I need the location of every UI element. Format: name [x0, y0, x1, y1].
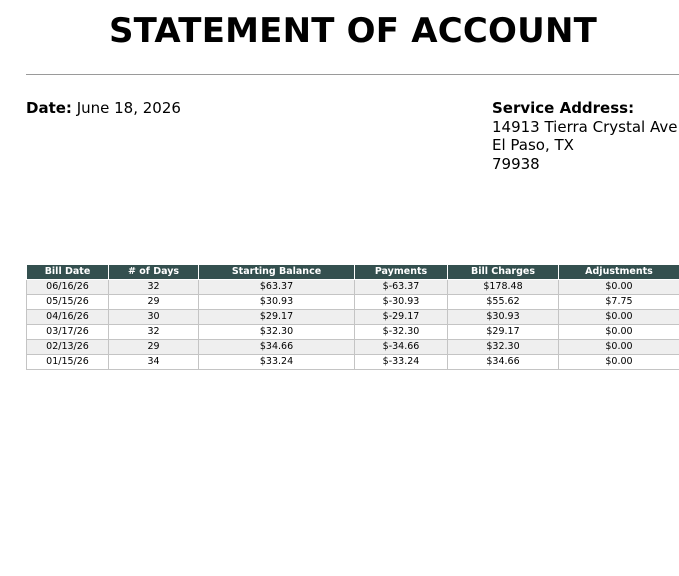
- cell-starting-balance: $32.30: [199, 325, 355, 340]
- cell-payments: $-29.17: [355, 310, 448, 325]
- cell-bill-date: 01/15/26: [27, 355, 109, 370]
- address-zip: 79938: [492, 154, 540, 173]
- cell-days: 32: [109, 280, 199, 295]
- cell-bill-date: 04/16/26: [27, 310, 109, 325]
- document-title: STATEMENT OF ACCOUNT: [108, 11, 598, 51]
- title-divider: [26, 74, 679, 75]
- table-row: [27, 280, 679, 295]
- cell-days: 30: [109, 310, 199, 325]
- cell-starting-balance: $63.37: [199, 280, 355, 295]
- date-value: June 18, 2026: [76, 99, 181, 117]
- cell-starting-balance: $30.93: [199, 295, 355, 310]
- table-row: [27, 325, 679, 340]
- cell-payments: $-30.93: [355, 295, 448, 310]
- statement-date: [26, 99, 181, 117]
- cell-adjustments: $7.75: [559, 295, 679, 310]
- service-address-label: Service Address:: [492, 99, 635, 117]
- address-street: 14913 Tierra Crystal Ave: [492, 117, 678, 136]
- table-row: [27, 340, 679, 355]
- cell-starting-balance: $29.17: [199, 310, 355, 325]
- table-row: [27, 310, 679, 325]
- col-header-bill-charges: Bill Charges: [448, 265, 559, 280]
- cell-days: 34: [109, 355, 199, 370]
- col-header-bill-date: Bill Date: [27, 265, 109, 280]
- cell-adjustments: $0.00: [559, 340, 679, 355]
- cell-bill-charges: $29.17: [448, 325, 559, 340]
- cell-days: 32: [109, 325, 199, 340]
- billing-history-table: [26, 264, 679, 370]
- cell-payments: $-34.66: [355, 340, 448, 355]
- cell-bill-date: 05/15/26: [27, 295, 109, 310]
- cell-payments: $-33.24: [355, 355, 448, 370]
- service-address: [492, 99, 677, 173]
- cell-starting-balance: $33.24: [199, 355, 355, 370]
- cell-adjustments: $0.00: [559, 280, 679, 295]
- cell-bill-charges: $55.62: [448, 295, 559, 310]
- cell-adjustments: $0.00: [559, 310, 679, 325]
- cell-bill-charges: $32.30: [448, 340, 559, 355]
- cell-adjustments: $0.00: [559, 325, 679, 340]
- cell-payments: $-32.30: [355, 325, 448, 340]
- table-row: [27, 355, 679, 370]
- cell-payments: $-63.37: [355, 280, 448, 295]
- col-header-payments: Payments: [355, 265, 448, 280]
- cell-bill-charges: $178.48: [448, 280, 559, 295]
- cell-bill-charges: $34.66: [448, 355, 559, 370]
- table-header-row: [27, 265, 679, 280]
- date-label: Date:: [26, 99, 72, 117]
- address-city-state: El Paso, TX: [492, 136, 574, 154]
- cell-starting-balance: $34.66: [199, 340, 355, 355]
- table-row: [27, 295, 679, 310]
- col-header-starting-balance: Starting Balance: [199, 265, 355, 280]
- cell-days: 29: [109, 295, 199, 310]
- cell-bill-date: 03/17/26: [27, 325, 109, 340]
- cell-adjustments: $0.00: [559, 355, 679, 370]
- col-header-days: # of Days: [109, 265, 199, 280]
- cell-bill-date: 02/13/26: [27, 340, 109, 355]
- cell-bill-charges: $30.93: [448, 310, 559, 325]
- cell-days: 29: [109, 340, 199, 355]
- col-header-adjustments: Adjustments: [559, 265, 679, 280]
- cell-bill-date: 06/16/26: [27, 280, 109, 295]
